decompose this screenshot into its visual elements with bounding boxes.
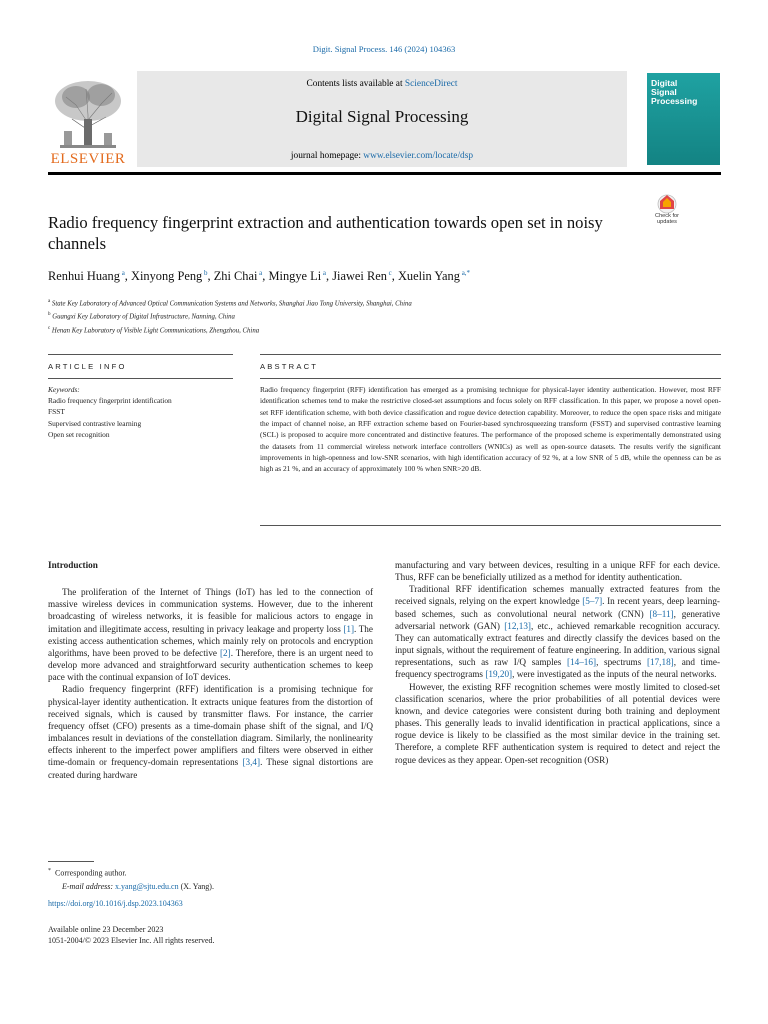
abstract-top-rule: [260, 354, 721, 355]
cover-title: [651, 79, 717, 106]
article-info-top-rule: [48, 354, 233, 355]
citation-link[interactable]: [8–11]: [649, 608, 674, 619]
affiliation-mark: c: [48, 325, 51, 331]
author-name[interactable]: Zhi Chai: [213, 269, 258, 284]
keywords-block: [48, 384, 233, 440]
affiliation-list: [48, 296, 728, 336]
citation-link[interactable]: [1]: [343, 623, 355, 634]
citation-link[interactable]: [12,13]: [504, 620, 531, 631]
abstract-rule: [260, 378, 721, 379]
check-label-line: Check for: [655, 213, 679, 219]
paragraph-text: , were investigated as the inputs of the neural networks.: [512, 669, 717, 680]
affiliation-mark: b: [48, 312, 51, 318]
citation-link[interactable]: [14–16]: [566, 657, 597, 668]
sciencedirect-link[interactable]: ScienceDirect: [404, 79, 458, 89]
affiliation-text: Henan Key Laboratory of Visible Light Communications, Zhengzhou, China: [50, 326, 260, 334]
author-name[interactable]: Xuelin Yang: [397, 269, 460, 284]
publication-info: [48, 924, 448, 946]
keyword-item: Radio frequency fingerprint identification: [48, 396, 172, 406]
affiliation-mark: a: [48, 299, 51, 304]
check-for-updates-icon[interactable]: [648, 193, 686, 231]
keyword-item: Supervised contrastive learning: [48, 418, 142, 428]
author-email-link[interactable]: x.yang@sjtu.edu.cn: [115, 881, 179, 891]
paragraph-text: . The existing access authentication schemes, which mainly rely on protocols and encryption algorithms, have been proved to be defective: [48, 623, 373, 658]
author-name[interactable]: Mingye Li: [268, 269, 322, 284]
left-paragraphs: [48, 586, 373, 781]
article-info-heading: ARTICLE INFO: [48, 362, 127, 371]
cover-title-line: Processing: [651, 96, 698, 106]
doi-link[interactable]: https://doi.org/10.1016/j.dsp.2023.104363: [48, 899, 183, 908]
header-divider: [48, 172, 721, 175]
keyword-item: Open set recognition: [48, 429, 110, 439]
email-label: E-mail address:: [62, 881, 114, 891]
paragraph-text: Radio frequency fingerprint (RFF) identification is a promising technique for physical-layer identity authentication. It extracts unique features from the distortion of received signals, which is caused by transmitter flaws. For instance, the carrier frequency offset (CFO) presents as a time-domain phase shift of the signal, and I/Q imbalances result in deviations of the constellation diagram. Similarly, the nonlinearity effects inherent to the imperfect power amplifiers and filters were observed in either time-domain or frequency-domain representations: [48, 684, 373, 768]
email-suffix: (X. Yang).: [178, 881, 214, 891]
citation-link[interactable]: [5–7]: [582, 596, 603, 607]
contents-line: [137, 79, 627, 89]
body-paragraph: [395, 559, 720, 583]
paragraph-text: , etc., achieved remarkable recognition accuracy. They can automatically extract features and directly classify the devices based on the input signals, without the requirement of feature engineering. In addition, various signal representations, such as raw I/Q samples: [395, 620, 720, 668]
author-affiliation-mark[interactable]: c: [386, 269, 392, 277]
paragraph-text: Traditional RFF identification schemes manually extracted features from the received signals, relying on the expert knowledge: [395, 584, 720, 607]
contents-prefix: Contents lists available at: [306, 79, 405, 89]
body-paragraph: [48, 586, 373, 683]
cover-title-line: Signal: [651, 87, 677, 97]
author-name[interactable]: Renhui Huang: [48, 269, 120, 284]
body-paragraph: [395, 583, 720, 680]
copyright-line: 1051-2004/© 2023 Elsevier Inc. All rights reserved.: [48, 936, 215, 945]
paragraph-text: However, the existing RFF recognition schemes were mostly limited to closed-set classification scenarios, where the prior probabilities of all potential devices were known, and device categories were consistent during both training and deployment phases. This generally leads to invalid identification in practical applications, since a rogue device is likely to be classified as the most similar device in the training set. Therefore, a complete RFF authentication system is required to detect and reject the rogue devices as they appear. Open-set recognition (OSR): [395, 681, 720, 765]
article-info-rule: [48, 378, 233, 379]
author-name[interactable]: Xinyong Peng: [131, 269, 203, 284]
body-column-right: [395, 559, 720, 766]
right-paragraphs: [395, 559, 720, 766]
body-paragraph: [395, 681, 720, 766]
affiliation-item: [48, 296, 728, 309]
paragraph-text: . In recent years, deep learning-based schemes, such as convolutional neural network (CNN): [395, 596, 720, 619]
abstract-heading: ABSTRACT: [260, 362, 319, 371]
journal-reference-link[interactable]: Digit. Signal Process. 146 (2024) 104363: [312, 44, 456, 54]
keywords-label: Keywords:: [48, 385, 80, 394]
citation-link[interactable]: [17,18]: [646, 657, 674, 668]
author-affiliation-mark[interactable]: a,*: [459, 269, 471, 277]
journal-homepage-line: [137, 151, 627, 161]
introduction-heading: Introduction: [48, 560, 98, 570]
affiliation-text: Guangxi Key Laboratory of Digital Infrastructure, Nanning, China: [50, 313, 235, 321]
affiliation-item: [48, 323, 728, 336]
homepage-prefix: journal homepage:: [290, 151, 364, 161]
affiliation-text: State Key Laboratory of Advanced Optical Communication Systems and Networks, Shanghai Jiao Tong University, Shanghai, China: [50, 300, 412, 308]
paragraph-text: . These signal distortions are created during hardware: [48, 757, 374, 780]
publisher-name: ELSEVIER: [50, 151, 126, 167]
footnote-rule: [48, 861, 94, 862]
citation-link[interactable]: [3,4]: [242, 757, 261, 768]
author-affiliation-mark[interactable]: b: [202, 269, 208, 277]
asterisk-mark: *: [48, 868, 51, 874]
journal-homepage-link[interactable]: www.elsevier.com/locate/dsp: [363, 151, 474, 161]
article-title: Radio frequency fingerprint extraction and authentication towards open set in noisy channels: [48, 213, 603, 253]
paragraph-text: . Therefore, there is an urgent need to develop more advanced and straightforward security authentication schemes to keep pace with the continual expansion of IoT devices.: [48, 647, 373, 683]
journal-name: Digital Signal Processing: [295, 107, 469, 126]
paragraph-text: , generative adversarial network (GAN): [395, 608, 720, 631]
body-paragraph: [48, 683, 373, 780]
author-name[interactable]: Jiawei Ren: [332, 269, 387, 284]
available-online-date: Available online 23 December 2023: [48, 925, 164, 934]
paragraph-text: The proliferation of the Internet of Things (IoT) has led to the connection of massive wireless devices in communication systems. However, due to the inherent broadcasting of wireless networks, it is feasible for malicious actors to engage in imitation and illegitimate access, resulting in privacy leakage and property loss: [48, 587, 373, 634]
affiliation-item: [48, 309, 728, 322]
check-label-line: updates: [657, 219, 677, 225]
email-note: [48, 880, 448, 893]
paragraph-text: , spectrums: [596, 657, 647, 668]
citation-link[interactable]: [19,20]: [485, 669, 513, 680]
corresponding-author-note: [48, 865, 448, 880]
author-affiliation-mark[interactable]: a: [321, 269, 326, 277]
paragraph-text: , and time-frequency spectrograms: [395, 657, 720, 680]
paragraph-text: manufacturing and vary between devices, resulting in a unique RFF for each device. Thus, RFF can be beneficially utilized as a method for identity authentication.: [395, 560, 720, 583]
author-list: Renhui Huang $^a$, Xinyong Peng $^b$, Zhi Chai $^a$, Mingye Li $^a$, Jiawei Ren $^c$, Xuelin Yang $^{a,*}$: [48, 269, 471, 284]
body-column-left: [48, 559, 373, 781]
abstract-bottom-rule: [260, 525, 721, 526]
check-for-updates-label[interactable]: [648, 213, 686, 225]
footnotes: [48, 865, 448, 893]
author-affiliation-mark[interactable]: a: [257, 269, 263, 277]
abstract-text: Radio frequency fingerprint (RFF) identification has emerged as a promising technique for physical-layer identity authentication. However, most RFF identification schemes tend to make the restrictive closed-set assumptions and focus solely on RFF classification. In this paper, we propose a novel open-set RFF identification scheme, with both device classification and rogue device detection capability. Moreover, to reduce the open space risks and mitigate the impact of channel noise, an RFF extraction scheme based on Fourier-based synchrosqueezing transform (FSST) and supervised contrastive learning (SCL) is proposed to acquire more concentrated and distinctive features. The performance of the proposed scheme is experimentally demonstrated using the datasets from 11 commercial wireless network interface controllers (WNICs) as well as open-source datasets. The results verify the significant improvements in high-openness and low-SNR scenarios, with high identification accuracy of 92 %, at a low SNR of 5 dB, while the openness can be as high as 21 %, and an accuracy of approximately 100 % when SNR>20 dB.: [260, 385, 721, 474]
corresponding-author-text: Corresponding author.: [55, 868, 127, 878]
citation-link[interactable]: [2]: [219, 647, 231, 658]
author-affiliation-mark[interactable]: a: [119, 269, 125, 277]
keyword-item: FSST: [48, 407, 65, 417]
cover-title-line: Digital: [651, 78, 678, 88]
